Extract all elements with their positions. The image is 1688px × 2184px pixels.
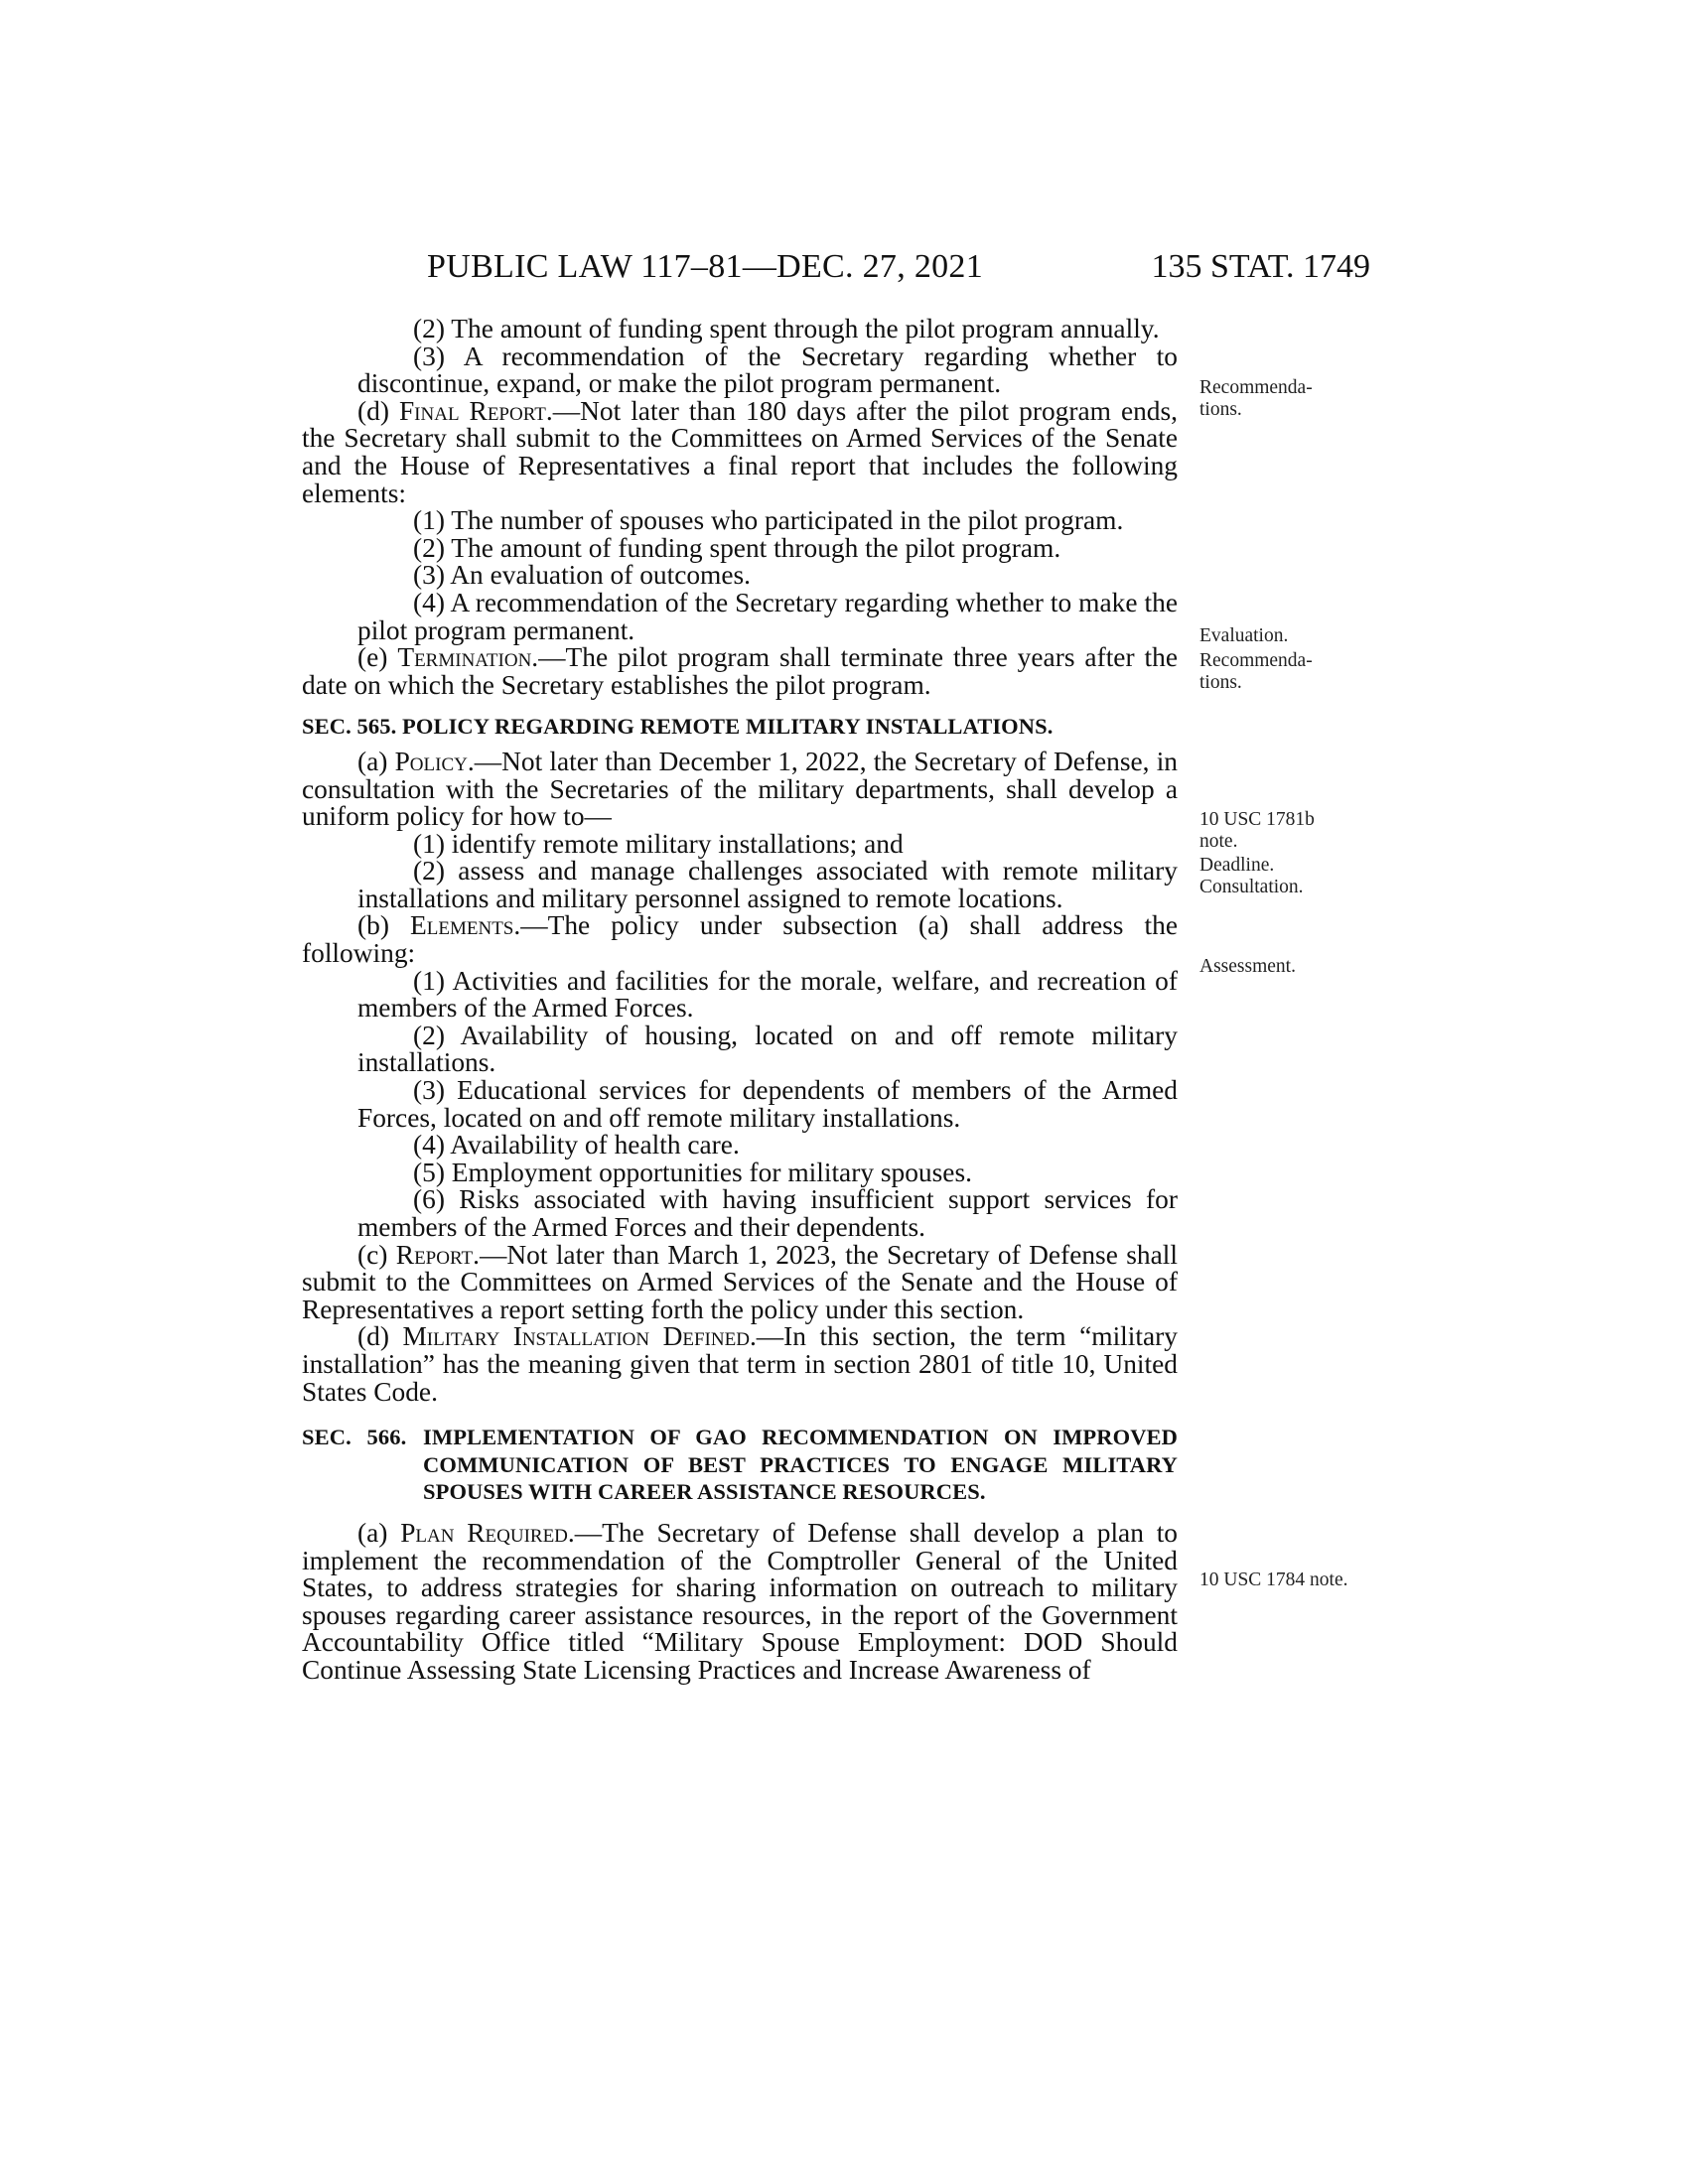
subsection-e-termination: (e) Termination.—The pilot program shall terminate three years after the date on which the Secretary establishes the pilot program.	[302, 642, 1178, 700]
section-565-title: SEC. 565. POLICY REGARDING REMOTE MILITARY INSTALLATIONS.	[302, 714, 1054, 740]
page-header	[427, 248, 1370, 292]
paragraph-565b1: (1) Activities and facilities for the morale, welfare, and recreation of members of the Armed Forces.	[357, 965, 1178, 1024]
paragraph-d2: (2) The amount of funding spent through the pilot program.	[413, 532, 1061, 563]
paragraph-c3: (3) A recommendation of the Secretary regarding whether to discontinue, expand, or make the pilot program permanent.	[357, 341, 1178, 399]
subsection-heading: Plan Required	[400, 1517, 568, 1548]
paragraph-565b4: (4) Availability of health care.	[413, 1130, 740, 1160]
subsection-heading: Report	[395, 1239, 474, 1270]
paragraph-d1: (1) The number of spouses who participated in the pilot program.	[413, 505, 1124, 536]
margin-note-recommendations-2: Recommenda-tions.	[1199, 650, 1313, 693]
public-law-citation: PUBLIC LAW 117–81—DEC. 27, 2021	[427, 248, 984, 285]
margin-note-recommendations: Recommenda-tions.	[1199, 377, 1313, 420]
subsection-heading: Termination	[397, 642, 532, 673]
subsection-565c-report: (c) Report.—Not later than March 1, 2023, the Secretary of Defense shall submit to the Committees on Armed Services of the Senate and the House of Representatives a report setting forth the policy under this section.	[302, 1239, 1178, 1324]
section-566-title	[302, 1424, 1178, 1506]
section-566-heading: IMPLEMENTATION OF GAO RECOMMENDATION ON IMPROVED COMMUNICATION OF BEST PRACTICES TO ENGAGE MILITARY SPOUSES WITH CAREER ASSISTANCE RESOURCES.	[423, 1425, 1178, 1505]
paragraph-565b3: (3) Educational services for dependents of members of the Armed Forces, located on and off remote military installations.	[357, 1075, 1178, 1133]
subsection-heading: Military Installation Defined	[402, 1321, 750, 1352]
law-text-column	[302, 316, 1178, 1685]
paragraph-565b5: (5) Employment opportunities for military spouses.	[413, 1157, 972, 1187]
subsection-heading: Policy	[394, 746, 468, 776]
subsection-heading: Final Report	[398, 395, 546, 426]
paragraph-c2: (2) The amount of funding spent through the pilot program annually.	[413, 314, 1160, 343]
margin-note-evaluation: Evaluation.	[1199, 625, 1289, 646]
paragraph-565a1: (1) identify remote military installations; and	[413, 828, 904, 859]
paragraph-d3: (3) An evaluation of outcomes.	[413, 560, 752, 591]
paragraph-565b2: (2) Availability of housing, located on and off remote military installations.	[357, 1020, 1178, 1078]
margin-note-assessment: Assessment.	[1199, 956, 1296, 977]
margin-note-deadline: Deadline.	[1199, 855, 1275, 876]
subsection-d-final-report: (d) Final Report.—Not later than 180 days after the pilot program ends, the Secretary shall submit to the Committees on Armed Services of the Senate and the House of Representatives a final report that includes the following elements:	[302, 395, 1178, 508]
paragraph-565a2: (2) assess and manage challenges associated with remote military installations and military personnel assigned to remote locations.	[357, 856, 1178, 913]
margin-note-consultation: Consultation.	[1199, 877, 1304, 897]
subsection-565d-definition: (d) Military Installation Defined.—In this section, the term “military installation” has the meaning given that term in section 2801 of title 10, United States Code.	[302, 1321, 1178, 1407]
subsection-566a-plan: (a) Plan Required.—The Secretary of Defense shall develop a plan to implement the recommendation of the Comptroller General of the United States, to address strategies for sharing information on outreach to military spouses regarding career assistance resources, in the report of the Government Accountability Office titled “Military Spouse Employment: DOD Should Continue Assessing State Licensing Practices and Increase Awareness of	[302, 1517, 1178, 1685]
subsection-heading: Elements	[410, 910, 514, 941]
margin-note-usc-1784: 10 USC 1784 note.	[1199, 1570, 1348, 1590]
subsection-565b-elements: (b) Elements.—The policy under subsection (a) shall address the following:	[302, 910, 1178, 969]
statute-page-number: 135 STAT. 1749	[1151, 248, 1370, 285]
margin-note-usc-1781b: 10 USC 1781b note.	[1199, 809, 1315, 852]
subsection-565a-policy: (a) Policy.—Not later than December 1, 2022, the Secretary of Defense, in consultation with the Secretaries of the military departments, shall develop a uniform policy for how to—	[302, 746, 1179, 832]
paragraph-565b6: (6) Risks associated with having insufficient support services for members of the Armed Forces and their dependents.	[357, 1184, 1178, 1242]
section-566-number: SEC. 566.	[302, 1425, 407, 1450]
paragraph-d4: (4) A recommendation of the Secretary regarding whether to make the pilot program permanent.	[357, 587, 1178, 645]
